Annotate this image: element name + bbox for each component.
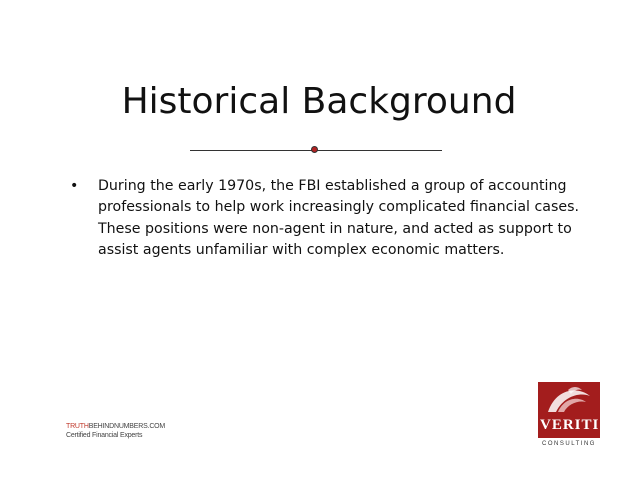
veriti-logo bbox=[538, 382, 600, 450]
divider-dot-icon bbox=[311, 146, 318, 153]
footer bbox=[66, 422, 266, 441]
footer-website bbox=[66, 422, 266, 431]
footer-website-rest: BEHINDNUMBERS.COM bbox=[88, 423, 166, 430]
slide-title: Historical Background bbox=[121, 81, 517, 122]
logo-mark-icon bbox=[538, 382, 600, 438]
bullet-list bbox=[70, 176, 590, 262]
logo-wordmark: VERITI bbox=[540, 417, 600, 433]
footer-tagline: Certified Financial Experts bbox=[66, 432, 143, 439]
bullet-item bbox=[70, 176, 590, 262]
footer-website-accent: TRUTH bbox=[66, 423, 89, 430]
logo-subtitle: CONSULTING bbox=[542, 441, 596, 447]
bullet-icon: • bbox=[70, 178, 79, 194]
bullet-text: During the early 1970s, the FBI established a group of accounting professionals to help work increasingly complicated financial cases. These positions were non-agent in nature, and acted as support to assist agents unfamiliar with complex economic matters. bbox=[98, 178, 580, 259]
